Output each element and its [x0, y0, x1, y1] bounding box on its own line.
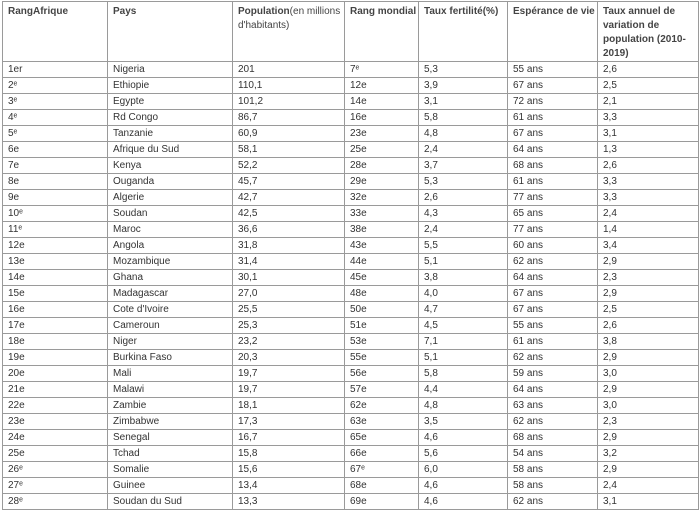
cell-rank-africa: 8e: [3, 174, 108, 190]
cell-life-expectancy: 68 ans: [508, 430, 598, 446]
header-row: [3, 2, 699, 62]
cell-fertility: 4,4: [419, 382, 508, 398]
cell-rank-africa: 16e: [3, 302, 108, 318]
header-world-rank: Rang mondial: [345, 2, 419, 62]
cell-fertility: 2,6: [419, 190, 508, 206]
cell-rank-africa: 24e: [3, 430, 108, 446]
cell-rank-africa: 20e: [3, 366, 108, 382]
cell-rank-africa: 12e: [3, 238, 108, 254]
table-row: [3, 430, 699, 446]
cell-country: Kenya: [108, 158, 233, 174]
cell-world-rank: 65e: [345, 430, 419, 446]
cell-growth-rate: 2,5: [598, 78, 699, 94]
cell-population: 27,0: [233, 286, 345, 302]
cell-fertility: 7,1: [419, 334, 508, 350]
cell-population: 23,2: [233, 334, 345, 350]
table-row: [3, 206, 699, 222]
cell-population: 16,7: [233, 430, 345, 446]
cell-rank-africa: 9e: [3, 190, 108, 206]
cell-world-rank: 67ᵉ: [345, 462, 419, 478]
cell-fertility: 3,1: [419, 94, 508, 110]
cell-population: 201: [233, 62, 345, 78]
cell-world-rank: 12e: [345, 78, 419, 94]
cell-rank-africa: 27ᵉ: [3, 478, 108, 494]
cell-rank-africa: 1er: [3, 62, 108, 78]
cell-country: Tanzanie: [108, 126, 233, 142]
cell-growth-rate: 2,9: [598, 382, 699, 398]
cell-growth-rate: 3,8: [598, 334, 699, 350]
cell-world-rank: 23e: [345, 126, 419, 142]
cell-fertility: 5,1: [419, 254, 508, 270]
table-row: [3, 222, 699, 238]
cell-life-expectancy: 64 ans: [508, 382, 598, 398]
cell-world-rank: 44e: [345, 254, 419, 270]
cell-world-rank: 69e: [345, 494, 419, 510]
cell-world-rank: 29e: [345, 174, 419, 190]
cell-country: Cote d'Ivoire: [108, 302, 233, 318]
cell-population: 60,9: [233, 126, 345, 142]
cell-growth-rate: 2,9: [598, 286, 699, 302]
cell-country: Guinee: [108, 478, 233, 494]
cell-life-expectancy: 61 ans: [508, 110, 598, 126]
cell-growth-rate: 2,9: [598, 462, 699, 478]
cell-life-expectancy: 62 ans: [508, 494, 598, 510]
cell-population: 101,2: [233, 94, 345, 110]
cell-world-rank: 48e: [345, 286, 419, 302]
cell-rank-africa: 15e: [3, 286, 108, 302]
cell-life-expectancy: 72 ans: [508, 94, 598, 110]
cell-fertility: 4,6: [419, 494, 508, 510]
table-row: [3, 414, 699, 430]
table-row: [3, 382, 699, 398]
cell-fertility: 5,3: [419, 62, 508, 78]
cell-life-expectancy: 67 ans: [508, 126, 598, 142]
cell-life-expectancy: 63 ans: [508, 398, 598, 414]
cell-population: 15,6: [233, 462, 345, 478]
cell-world-rank: 28e: [345, 158, 419, 174]
cell-population: 42,7: [233, 190, 345, 206]
cell-life-expectancy: 64 ans: [508, 270, 598, 286]
cell-population: 36,6: [233, 222, 345, 238]
cell-life-expectancy: 61 ans: [508, 334, 598, 350]
cell-life-expectancy: 55 ans: [508, 318, 598, 334]
cell-fertility: 3,8: [419, 270, 508, 286]
cell-country: Mali: [108, 366, 233, 382]
cell-country: Madagascar: [108, 286, 233, 302]
cell-country: Somalie: [108, 462, 233, 478]
cell-growth-rate: 2,3: [598, 414, 699, 430]
cell-growth-rate: 2,4: [598, 478, 699, 494]
cell-population: 45,7: [233, 174, 345, 190]
table-body: [3, 62, 699, 510]
cell-rank-africa: 10ᵉ: [3, 206, 108, 222]
cell-world-rank: 66e: [345, 446, 419, 462]
cell-country: Cameroun: [108, 318, 233, 334]
cell-growth-rate: 2,9: [598, 350, 699, 366]
cell-fertility: 5,1: [419, 350, 508, 366]
cell-country: Soudan: [108, 206, 233, 222]
cell-world-rank: 7ᵉ: [345, 62, 419, 78]
population-table-container: [2, 1, 699, 510]
cell-fertility: 6,0: [419, 462, 508, 478]
cell-life-expectancy: 54 ans: [508, 446, 598, 462]
header-population-main: Population: [238, 6, 290, 17]
cell-life-expectancy: 62 ans: [508, 414, 598, 430]
cell-fertility: 4,7: [419, 302, 508, 318]
cell-life-expectancy: 58 ans: [508, 462, 598, 478]
cell-rank-africa: 7e: [3, 158, 108, 174]
table-row: [3, 398, 699, 414]
cell-growth-rate: 2,4: [598, 206, 699, 222]
cell-world-rank: 32e: [345, 190, 419, 206]
cell-rank-africa: 19e: [3, 350, 108, 366]
cell-world-rank: 25e: [345, 142, 419, 158]
cell-life-expectancy: 67 ans: [508, 78, 598, 94]
cell-rank-africa: 5ᵉ: [3, 126, 108, 142]
cell-population: 15,8: [233, 446, 345, 462]
cell-population: 19,7: [233, 382, 345, 398]
cell-life-expectancy: 55 ans: [508, 62, 598, 78]
table-row: [3, 318, 699, 334]
cell-fertility: 3,9: [419, 78, 508, 94]
cell-country: Ghana: [108, 270, 233, 286]
cell-growth-rate: 1,4: [598, 222, 699, 238]
cell-world-rank: 50e: [345, 302, 419, 318]
cell-growth-rate: 3,3: [598, 190, 699, 206]
cell-country: Afrique du Sud: [108, 142, 233, 158]
cell-country: Niger: [108, 334, 233, 350]
cell-population: 30,1: [233, 270, 345, 286]
cell-growth-rate: 1,3: [598, 142, 699, 158]
cell-rank-africa: 22e: [3, 398, 108, 414]
header-growth-rate: Taux annuel de variation de population (2010-2019): [598, 2, 699, 62]
cell-rank-africa: 3ᵉ: [3, 94, 108, 110]
cell-population: 13,4: [233, 478, 345, 494]
table-row: [3, 190, 699, 206]
cell-population: 86,7: [233, 110, 345, 126]
cell-world-rank: 63e: [345, 414, 419, 430]
cell-rank-africa: 23e: [3, 414, 108, 430]
cell-country: Ethiopie: [108, 78, 233, 94]
cell-rank-africa: 18e: [3, 334, 108, 350]
cell-life-expectancy: 67 ans: [508, 302, 598, 318]
cell-population: 25,5: [233, 302, 345, 318]
header-country: Pays: [108, 2, 233, 62]
cell-world-rank: 33e: [345, 206, 419, 222]
cell-country: Soudan du Sud: [108, 494, 233, 510]
cell-growth-rate: 3,3: [598, 174, 699, 190]
table-row: [3, 158, 699, 174]
header-population: [233, 2, 345, 62]
cell-population: 17,3: [233, 414, 345, 430]
cell-world-rank: 38e: [345, 222, 419, 238]
cell-population: 19,7: [233, 366, 345, 382]
cell-life-expectancy: 64 ans: [508, 142, 598, 158]
cell-fertility: 2,4: [419, 222, 508, 238]
cell-rank-africa: 25e: [3, 446, 108, 462]
cell-population: 20,3: [233, 350, 345, 366]
cell-rank-africa: 6e: [3, 142, 108, 158]
table-row: [3, 478, 699, 494]
cell-fertility: 3,5: [419, 414, 508, 430]
cell-fertility: 4,5: [419, 318, 508, 334]
cell-fertility: 5,6: [419, 446, 508, 462]
cell-country: Ouganda: [108, 174, 233, 190]
cell-life-expectancy: 62 ans: [508, 254, 598, 270]
cell-country: Egypte: [108, 94, 233, 110]
table-row: [3, 270, 699, 286]
cell-fertility: 3,7: [419, 158, 508, 174]
cell-rank-africa: 28ᵉ: [3, 494, 108, 510]
table-row: [3, 254, 699, 270]
table-row: [3, 462, 699, 478]
cell-life-expectancy: 58 ans: [508, 478, 598, 494]
cell-growth-rate: 2,5: [598, 302, 699, 318]
population-table: [2, 1, 699, 510]
cell-fertility: 5,5: [419, 238, 508, 254]
cell-population: 25,3: [233, 318, 345, 334]
cell-country: Zambie: [108, 398, 233, 414]
cell-growth-rate: 2,6: [598, 62, 699, 78]
cell-population: 42,5: [233, 206, 345, 222]
cell-rank-africa: 14e: [3, 270, 108, 286]
cell-country: Zimbabwe: [108, 414, 233, 430]
cell-world-rank: 56e: [345, 366, 419, 382]
cell-fertility: 5,3: [419, 174, 508, 190]
cell-rank-africa: 13e: [3, 254, 108, 270]
cell-population: 110,1: [233, 78, 345, 94]
cell-life-expectancy: 77 ans: [508, 190, 598, 206]
cell-world-rank: 43e: [345, 238, 419, 254]
cell-rank-africa: 17e: [3, 318, 108, 334]
table-row: [3, 142, 699, 158]
cell-population: 18,1: [233, 398, 345, 414]
header-fertility: Taux fertilité(%): [419, 2, 508, 62]
cell-country: Nigeria: [108, 62, 233, 78]
cell-life-expectancy: 60 ans: [508, 238, 598, 254]
cell-population: 13,3: [233, 494, 345, 510]
cell-world-rank: 62e: [345, 398, 419, 414]
header-life-expectancy: Espérance de vie: [508, 2, 598, 62]
table-row: [3, 334, 699, 350]
cell-population: 31,8: [233, 238, 345, 254]
table-row: [3, 62, 699, 78]
cell-fertility: 4,8: [419, 398, 508, 414]
cell-life-expectancy: 65 ans: [508, 206, 598, 222]
cell-growth-rate: 3,3: [598, 110, 699, 126]
table-row: [3, 302, 699, 318]
cell-country: Burkina Faso: [108, 350, 233, 366]
cell-fertility: 2,4: [419, 142, 508, 158]
cell-fertility: 4,0: [419, 286, 508, 302]
cell-fertility: 4,8: [419, 126, 508, 142]
cell-growth-rate: 2,9: [598, 430, 699, 446]
cell-growth-rate: 3,0: [598, 398, 699, 414]
cell-life-expectancy: 67 ans: [508, 286, 598, 302]
cell-growth-rate: 2,6: [598, 318, 699, 334]
cell-world-rank: 51e: [345, 318, 419, 334]
table-row: [3, 238, 699, 254]
table-row: [3, 286, 699, 302]
cell-population: 58,1: [233, 142, 345, 158]
cell-fertility: 4,6: [419, 478, 508, 494]
cell-rank-africa: 11ᵉ: [3, 222, 108, 238]
cell-growth-rate: 3,1: [598, 494, 699, 510]
table-row: [3, 94, 699, 110]
cell-fertility: 5,8: [419, 110, 508, 126]
cell-rank-africa: 4ᵉ: [3, 110, 108, 126]
header-rank-africa: RangAfrique: [3, 2, 108, 62]
cell-growth-rate: 2,6: [598, 158, 699, 174]
cell-fertility: 5,8: [419, 366, 508, 382]
table-row: [3, 494, 699, 510]
cell-life-expectancy: 61 ans: [508, 174, 598, 190]
cell-country: Algerie: [108, 190, 233, 206]
cell-rank-africa: 21e: [3, 382, 108, 398]
cell-world-rank: 57e: [345, 382, 419, 398]
cell-world-rank: 55e: [345, 350, 419, 366]
cell-population: 52,2: [233, 158, 345, 174]
cell-growth-rate: 2,1: [598, 94, 699, 110]
table-row: [3, 350, 699, 366]
cell-country: Rd Congo: [108, 110, 233, 126]
cell-rank-africa: 26ᵉ: [3, 462, 108, 478]
cell-growth-rate: 3,2: [598, 446, 699, 462]
cell-country: Malawi: [108, 382, 233, 398]
header-population-sub: (en millions d'habitants): [238, 6, 341, 31]
cell-growth-rate: 2,9: [598, 254, 699, 270]
cell-life-expectancy: 77 ans: [508, 222, 598, 238]
cell-life-expectancy: 62 ans: [508, 350, 598, 366]
cell-fertility: 4,6: [419, 430, 508, 446]
cell-growth-rate: 3,1: [598, 126, 699, 142]
cell-population: 31,4: [233, 254, 345, 270]
cell-country: Angola: [108, 238, 233, 254]
table-row: [3, 446, 699, 462]
cell-growth-rate: 3,0: [598, 366, 699, 382]
table-row: [3, 126, 699, 142]
cell-life-expectancy: 59 ans: [508, 366, 598, 382]
cell-rank-africa: 2ᵉ: [3, 78, 108, 94]
table-row: [3, 110, 699, 126]
cell-country: Senegal: [108, 430, 233, 446]
table-row: [3, 78, 699, 94]
cell-growth-rate: 3,4: [598, 238, 699, 254]
cell-country: Maroc: [108, 222, 233, 238]
table-row: [3, 366, 699, 382]
cell-life-expectancy: 68 ans: [508, 158, 598, 174]
cell-world-rank: 53e: [345, 334, 419, 350]
cell-world-rank: 45e: [345, 270, 419, 286]
table-row: [3, 174, 699, 190]
cell-country: Mozambique: [108, 254, 233, 270]
cell-growth-rate: 2,3: [598, 270, 699, 286]
cell-world-rank: 14e: [345, 94, 419, 110]
cell-world-rank: 16e: [345, 110, 419, 126]
cell-fertility: 4,3: [419, 206, 508, 222]
cell-country: Tchad: [108, 446, 233, 462]
cell-world-rank: 68e: [345, 478, 419, 494]
